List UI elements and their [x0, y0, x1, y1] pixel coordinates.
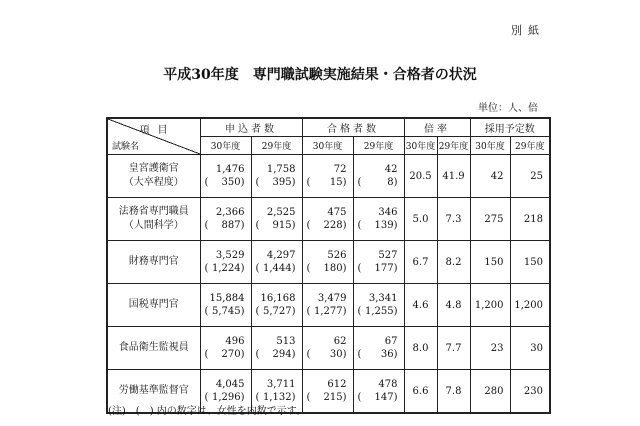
passers-30: 3,479	[302, 284, 353, 306]
exam-name-cell	[107, 327, 200, 370]
applicants-29-women-value: 395	[272, 177, 292, 188]
ratio-30: 5.0	[404, 198, 437, 241]
exam-subname: （大卒程度）	[123, 177, 184, 188]
passers-30-women-value: 228	[323, 220, 343, 231]
passers-29: 478	[353, 370, 404, 392]
applicants-30: 15,884	[200, 284, 251, 306]
ratio-29: 41.9	[437, 155, 470, 198]
ratio-30: 6.7	[404, 241, 437, 284]
planned-29: 218	[510, 198, 550, 241]
applicants-30-women: ( 1,224)	[200, 262, 251, 284]
passers-29: 346	[353, 198, 404, 220]
passers-29-women: ( 1,255)	[353, 305, 404, 327]
table-row	[107, 241, 550, 263]
passers-29-women-value: 36	[380, 349, 394, 360]
ratio-29: 7.8	[437, 370, 470, 414]
applicants-30-women-value: 887	[221, 220, 241, 231]
applicants-30: 496	[200, 327, 251, 349]
header-diagonal-cell	[107, 118, 200, 155]
ratio-30: 6.6	[404, 370, 437, 414]
exam-name-cell	[107, 198, 200, 241]
table-row	[107, 284, 550, 306]
applicants-29-women-value: 1,132	[262, 392, 292, 403]
ratio-29: 7.3	[437, 198, 470, 241]
passers-30-women-value: 215	[323, 392, 343, 403]
passers-29-women: ( 36)	[353, 348, 404, 370]
sub-header-year30: 30年度	[470, 137, 510, 155]
exam-name: 皇宮護衛官	[128, 163, 179, 174]
exam-name: 国税専門官	[128, 299, 179, 310]
page-title: 平成30年度 専門職試験実施結果・合格者の状況	[163, 67, 477, 83]
exam-name-cell	[107, 284, 200, 327]
passers-30: 526	[302, 241, 353, 263]
applicants-29-women: ( 395)	[251, 176, 302, 198]
ratio-30: 4.6	[404, 284, 437, 327]
passers-29-women: ( 139)	[353, 219, 404, 241]
applicants-30-women-value: 5,745	[211, 306, 241, 317]
passers-29-women-value: 147	[374, 392, 394, 403]
applicants-29-women-value: 1,444	[262, 263, 292, 274]
passers-30: 62	[302, 327, 353, 349]
applicants-29: 513	[251, 327, 302, 349]
passers-29-women: ( 147)	[353, 391, 404, 413]
exam-name-cell	[107, 241, 200, 284]
applicants-29-women: ( 5,727)	[251, 305, 302, 327]
passers-29: 42	[353, 155, 404, 177]
passers-29-women-value: 1,255	[364, 306, 394, 317]
header-exam-name: 試験名	[112, 142, 140, 152]
planned-30: 150	[470, 241, 510, 284]
passers-30-women-value: 15	[329, 177, 343, 188]
attachment-label: 別紙	[511, 24, 545, 37]
applicants-30-women: ( 887)	[200, 219, 251, 241]
ratio-29: 4.8	[437, 284, 470, 327]
planned-30: 1,200	[470, 284, 510, 327]
applicants-29-women-value: 5,727	[262, 306, 292, 317]
applicants-29: 4,297	[251, 241, 302, 263]
sub-header-year30: 30年度	[302, 137, 353, 155]
planned-29: 25	[510, 155, 550, 198]
applicants-30: 4,045	[200, 370, 251, 392]
passers-30: 612	[302, 370, 353, 392]
header-applicants: 申込者数	[200, 118, 302, 137]
passers-30-women: ( 215)	[302, 391, 353, 413]
applicants-29-women-value: 294	[272, 349, 292, 360]
passers-29: 3,341	[353, 284, 404, 306]
header-item: 項目	[139, 125, 176, 136]
exam-name: 法務省専門職員	[118, 206, 189, 217]
applicants-29-women: ( 1,444)	[251, 262, 302, 284]
unit-label: 単位：人、倍	[478, 103, 538, 114]
header-planned: 採用予定数	[470, 118, 550, 137]
sub-header-year30: 30年度	[404, 137, 437, 155]
passers-30-women-value: 1,277	[313, 306, 343, 317]
sub-header-year29: 29年度	[437, 137, 470, 155]
passers-30-women: ( 15)	[302, 176, 353, 198]
planned-29: 30	[510, 327, 550, 370]
passers-30: 475	[302, 198, 353, 220]
applicants-29: 2,525	[251, 198, 302, 220]
passers-29: 527	[353, 241, 404, 263]
passers-30: 72	[302, 155, 353, 177]
applicants-29-women: ( 1,132)	[251, 391, 302, 413]
exam-name-cell	[107, 155, 200, 198]
passers-29-women-value: 8	[387, 177, 394, 188]
results-table	[106, 117, 551, 414]
applicants-30: 1,476	[200, 155, 251, 177]
exam-subname: （人間科学）	[123, 220, 184, 231]
applicants-30-women-value: 350	[221, 177, 241, 188]
table-row	[107, 370, 550, 392]
exam-name: 食品衛生監視員	[118, 342, 189, 353]
planned-30: 42	[470, 155, 510, 198]
passers-30-women: ( 180)	[302, 262, 353, 284]
passers-29-women: ( 8)	[353, 176, 404, 198]
applicants-30-women-value: 1,296	[211, 392, 241, 403]
passers-30-women: ( 1,277)	[302, 305, 353, 327]
ratio-29: 8.2	[437, 241, 470, 284]
applicants-30-women: ( 5,745)	[200, 305, 251, 327]
passers-30-women: ( 30)	[302, 348, 353, 370]
ratio-30: 20.5	[404, 155, 437, 198]
planned-30: 280	[470, 370, 510, 414]
passers-30-women-value: 180	[323, 263, 343, 274]
applicants-29-women-value: 915	[272, 220, 292, 231]
header-passers: 合格者数	[302, 118, 404, 137]
planned-30: 275	[470, 198, 510, 241]
sub-header-year29: 29年度	[251, 137, 302, 155]
footnote: (注) ( ) 内の数字は、女性を内数で示す。	[108, 406, 306, 417]
applicants-29-women: ( 294)	[251, 348, 302, 370]
planned-30: 23	[470, 327, 510, 370]
planned-29: 150	[510, 241, 550, 284]
applicants-30-women-value: 270	[221, 349, 241, 360]
applicants-29: 1,758	[251, 155, 302, 177]
exam-name: 財務専門官	[128, 256, 179, 267]
applicants-30: 3,529	[200, 241, 251, 263]
sub-header-year29: 29年度	[510, 137, 550, 155]
applicants-30-women: ( 1,296)	[200, 391, 251, 413]
exam-name: 労働基準監督官	[118, 385, 189, 396]
passers-29-women: ( 177)	[353, 262, 404, 284]
ratio-29: 7.7	[437, 327, 470, 370]
sub-header-year29: 29年度	[353, 137, 404, 155]
applicants-29: 16,168	[251, 284, 302, 306]
header-ratio: 倍率	[404, 118, 470, 137]
applicants-30-women: ( 270)	[200, 348, 251, 370]
table-row	[107, 327, 550, 349]
passers-29-women-value: 139	[374, 220, 394, 231]
applicants-30-women: ( 350)	[200, 176, 251, 198]
planned-29: 230	[510, 370, 550, 414]
sub-header-year30: 30年度	[200, 137, 251, 155]
applicants-30-women-value: 1,224	[211, 263, 241, 274]
passers-30-women-value: 30	[329, 349, 343, 360]
ratio-30: 8.0	[404, 327, 437, 370]
planned-29: 1,200	[510, 284, 550, 327]
table-row	[107, 155, 550, 177]
passers-30-women: ( 228)	[302, 219, 353, 241]
applicants-29: 3,711	[251, 370, 302, 392]
table-row	[107, 198, 550, 220]
applicants-30: 2,366	[200, 198, 251, 220]
applicants-29-women: ( 915)	[251, 219, 302, 241]
passers-29: 67	[353, 327, 404, 349]
passers-29-women-value: 177	[374, 263, 394, 274]
